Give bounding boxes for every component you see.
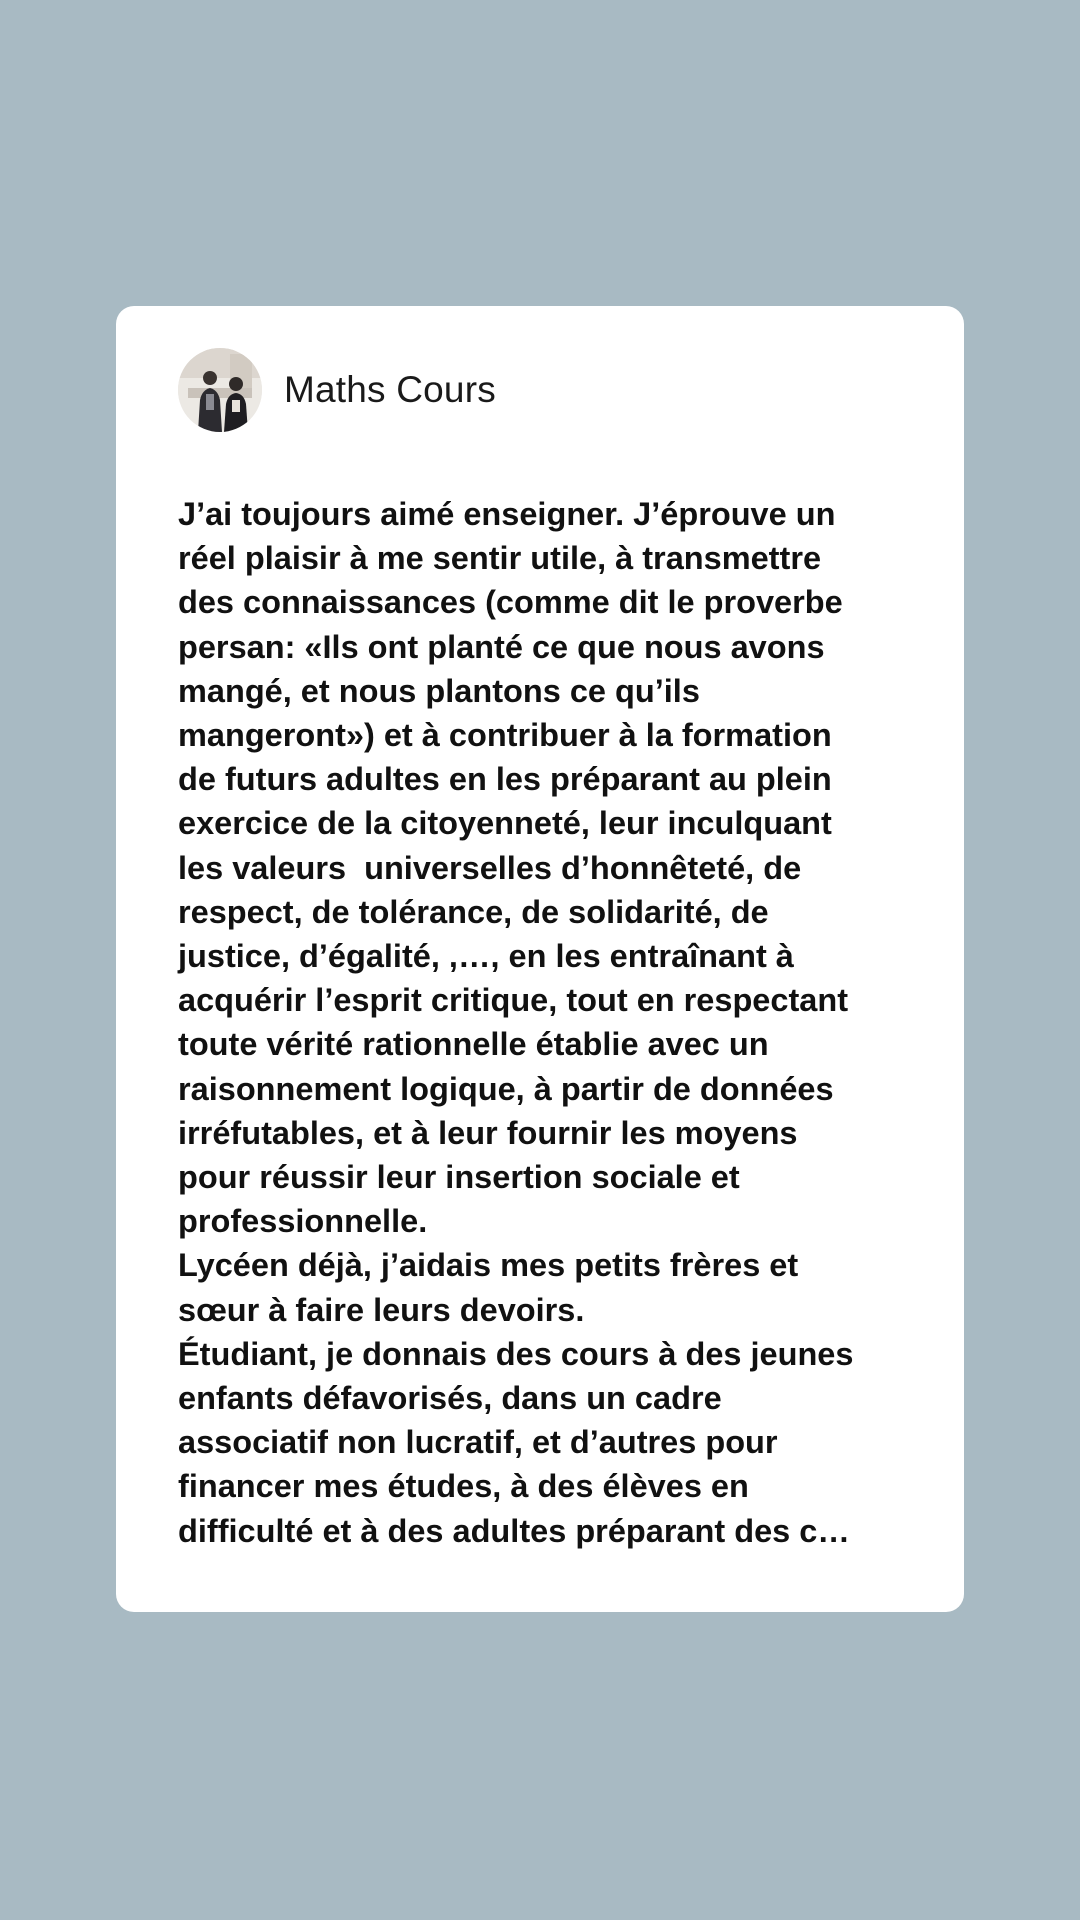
post-header xyxy=(178,348,496,432)
post-text-truncated-line[interactable]: difficulté et à des adultes préparant des c… xyxy=(178,1512,850,1549)
post-text-line: J’ai toujours aimé enseigner. J’éprouve un xyxy=(178,496,836,532)
post-text xyxy=(178,492,918,1553)
post-text-line: respect, de tolérance, de solidarité, de xyxy=(178,893,769,930)
post-text-line: exercice de la citoyenneté, leur inculquant xyxy=(178,805,832,842)
post-text-line: associatif non lucratif, et d’autres pour xyxy=(178,1424,778,1461)
post-text-line: de futurs adultes en les préparant au plein xyxy=(178,761,832,798)
post-text-line: Lycéen déjà, j’aidais mes petits frères et xyxy=(178,1247,799,1284)
post-card[interactable] xyxy=(116,306,964,1612)
post-text-line: Étudiant, je donnais des cours à des jeunes xyxy=(178,1335,854,1372)
post-text-line: financer mes études, à des élèves en xyxy=(178,1468,749,1505)
post-text-line: persan: «Ils ont planté ce que nous avons xyxy=(178,628,825,665)
profile-photo-avatar-icon xyxy=(178,348,262,432)
post-text-line: mangeront») et à contribuer à la formation xyxy=(178,717,832,754)
avatar[interactable] xyxy=(178,348,262,432)
post-text-line: les valeurs universelles d’honnêteté, de xyxy=(178,849,802,886)
post-text-line: raisonnement logique, à partir de données xyxy=(178,1070,834,1107)
post-text-line: des connaissances (comme dit le proverbe xyxy=(178,584,843,621)
post-text-line: irréfutables, et à leur fournir les moyens xyxy=(178,1114,798,1151)
post-text-line: mangé, et nous plantons ce qu’ils xyxy=(178,672,700,709)
post-text-line: toute vérité rationnelle établie avec un xyxy=(178,1026,769,1063)
post-text-line: enfants défavorisés, dans un cadre xyxy=(178,1380,722,1417)
post-text-line: sœur à faire leurs devoirs. xyxy=(178,1291,585,1328)
post-text-line: professionnelle. xyxy=(178,1203,428,1240)
author-name[interactable]: Maths Cours xyxy=(284,369,496,410)
post-text-line: acquérir l’esprit critique, tout en respectant xyxy=(178,982,849,1019)
post-text-line: justice, d’égalité, ,…, en les entraînant à xyxy=(178,938,794,975)
post-text-line: pour réussir leur insertion sociale et xyxy=(178,1159,740,1196)
post-text-line: réel plaisir à me sentir utile, à transmettre xyxy=(178,540,822,577)
